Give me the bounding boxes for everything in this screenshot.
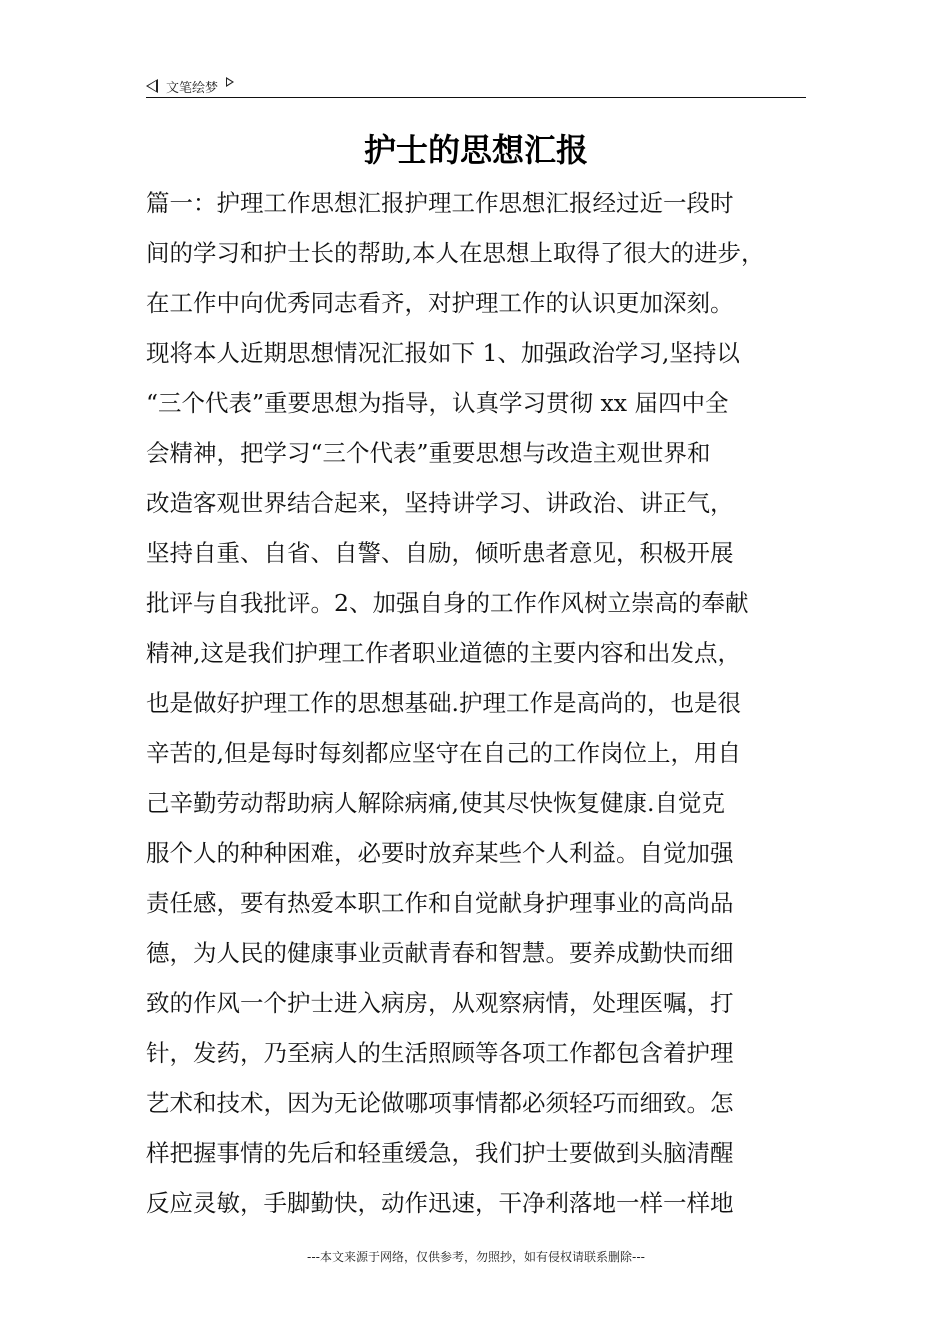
body-line: 间的学习和护士长的帮助,本人在思想上取得了很大的进步， bbox=[146, 239, 765, 267]
page-header bbox=[146, 74, 806, 98]
body-line: 责任感，要有热爱本职工作和自觉献身护理事业的高尚品 bbox=[146, 889, 734, 917]
body-line: 在工作中向优秀同志看齐，对护理工作的认识更加深刻。 bbox=[146, 289, 734, 317]
body-line: 己辛勤劳动帮助病人解除病痛,使其尽快恢复健康.自觉克 bbox=[146, 789, 725, 817]
body-line: 坚持自重、自省、自警、自励，倾听患者意见，积极开展 bbox=[146, 539, 734, 567]
body-line: 服个人的种种困难，必要时放弃某些个人利益。自觉加强 bbox=[146, 839, 734, 867]
document-title: 护士的思想汇报 bbox=[363, 131, 588, 169]
body-line: “三个代表”重要思想为指导，认真学习贯彻 xx 届四中全 bbox=[146, 389, 729, 417]
body-line: 艺术和技术，因为无论做哪项事情都必须轻巧而细致。怎 bbox=[146, 1089, 734, 1117]
document-body bbox=[146, 178, 816, 1228]
body-line: 会精神，把学习“三个代表”重要思想与改造主观世界和 bbox=[146, 439, 711, 467]
body-line: 也是做好护理工作的思想基础.护理工作是高尚的，也是很 bbox=[146, 689, 741, 717]
header-divider bbox=[146, 97, 806, 98]
body-line: 针，发药，乃至病人的生活照顾等各项工作都包含着护理 bbox=[146, 1039, 734, 1067]
body-line: 反应灵敏，手脚勤快，动作迅速，干净利落地一样一样地 bbox=[146, 1189, 734, 1217]
body-line: 改造客观世界结合起来，坚持讲学习、讲政治、讲正气， bbox=[146, 489, 734, 517]
body-line: 样把握事情的先后和轻重缓急，我们护士要做到头脑清醒 bbox=[146, 1139, 734, 1167]
body-line: 德，为人民的健康事业贡献青春和智慧。要养成勤快而细 bbox=[146, 939, 734, 967]
body-line: 精神,这是我们护理工作者职业道德的主要内容和出发点， bbox=[146, 639, 741, 667]
body-line: 篇一：护理工作思想汇报护理工作思想汇报经过近一段时 bbox=[146, 189, 734, 217]
body-line: 现将本人近期思想情况汇报如下 1、加强政治学习,坚持以 bbox=[146, 339, 740, 367]
body-line: 致的作风一个护士进入病房，从观察病情，处理医嘱，打 bbox=[146, 989, 734, 1017]
body-line: 辛苦的,但是每时每刻都应坚守在自己的工作岗位上，用自 bbox=[146, 739, 741, 767]
body-line: 批评与自我批评。2、加强自身的工作作风树立崇高的奉献 bbox=[146, 589, 749, 617]
header-brand: 文笔绘梦 bbox=[166, 80, 219, 96]
page-footer: ---本文来源于网络，仅供参考，勿照抄，如有侵权请联系删除--- bbox=[307, 1250, 645, 1264]
triangle-left-icon bbox=[146, 79, 158, 93]
triangle-right-icon bbox=[226, 77, 234, 87]
